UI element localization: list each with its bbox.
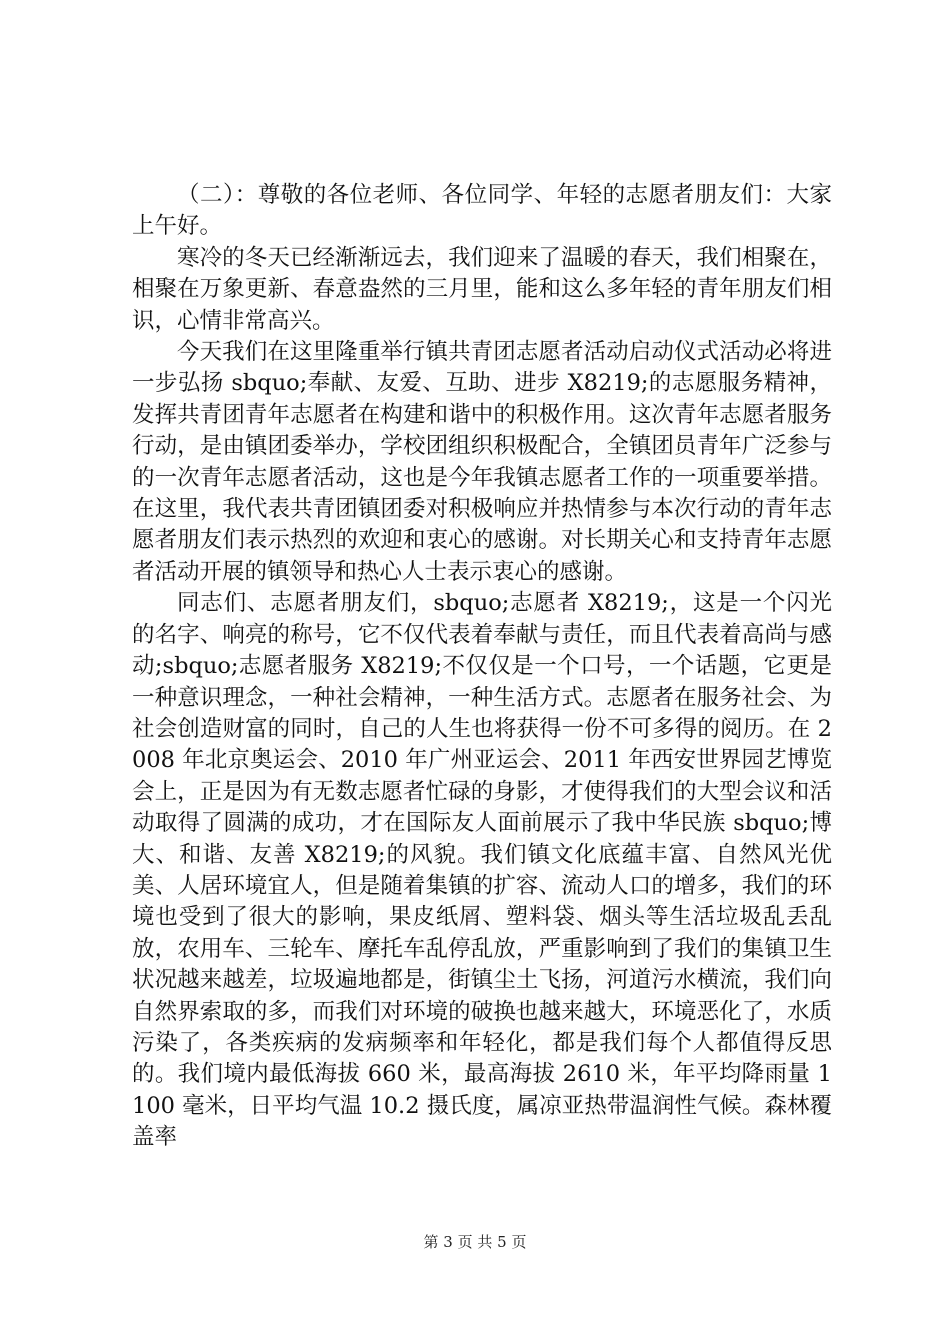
paragraph-greeting: （二）：尊敬的各位老师、各位同学、年轻的志愿者朋友们：大家上午好。 <box>132 182 832 240</box>
page-footer: 第 3 页 共 5 页 <box>423 1233 527 1251</box>
document-body <box>132 180 832 1154</box>
paragraph-volunteer-spirit: 同志们、志愿者朋友们，sbquo;志愿者 X8219;，这是一个闪光的名字、响亮的称号，它不仅代表着奉献与责任，而且代表着高尚与感动;sbquo;志愿者服务 X8219;不仅仅是一个口号，一个话题，它更是一种意识理念，一种社会精神，一种生活方式。志愿者在服务社会、为社会创造财富的同时，自己的人生也将获得一份不可多得的阅历。在 2008 年北京奥运会、2010 年广州亚运会、2011 年西安世界园艺博览会上，正是因为有无数志愿者忙碌的身影，才使得我们的大型会议和活动取得了圆满的成功，才在国际友人面前展示了我中华民族 sbquo;博大、和谐、友善 X8219;的风貌。我们镇文化底蕴丰富、自然风光优美、人居环境宜人，但是随着集镇的扩容、流动人口的增多，我们的环境也受到了很大的影响，果皮纸屑、塑料袋、烟头等生活垃圾乱丢乱放，农用车、三轮车、摩托车乱停乱放，严重影响到了我们的集镇卫生状况越来越差，垃圾遍地都是，街镇尘土飞扬，河道污水横流，我们向自然界索取的多，而我们对环境的破换也越来越大，环境恶化了，水质污染了，各类疾病的发病频率和年轻化，都是我们每个人都值得反思的。我们境内最低海拔 660 米，最高海拔 2610 米，年平均降雨量 1100 毫米，日平均气温 10.2 摄氏度，属凉亚热带温润性气候。森林覆盖率 <box>132 590 832 1151</box>
paragraph-spring: 寒冷的冬天已经渐渐远去，我们迎来了温暖的春天，我们相聚在，相聚在万象更新、春意盎然的三月里，能和这么多年轻的青年朋友们相识，心情非常高兴。 <box>132 244 832 334</box>
paragraph-launch-ceremony: 今天我们在这里隆重举行镇共青团志愿者活动启动仪式活动必将进一步弘扬 sbquo;奉献、友爱、互助、进步 X8219;的志愿服务精神，发挥共青团青年志愿者在构建和谐中的积极作用。这次青年志愿者服务行动，是由镇团委举办，学校团组织积极配合，全镇团员青年广泛参与的一次青年志愿者活动，这也是今年我镇志愿者工作的一项重要举措。在这里，我代表共青团镇团委对积极响应并热情参与本次行动的青年志愿者朋友们表示热烈的欢迎和衷心的感谢。对长期关心和支持青年志愿者活动开展的镇领导和热心人士表示衷心的感谢。 <box>132 339 832 585</box>
